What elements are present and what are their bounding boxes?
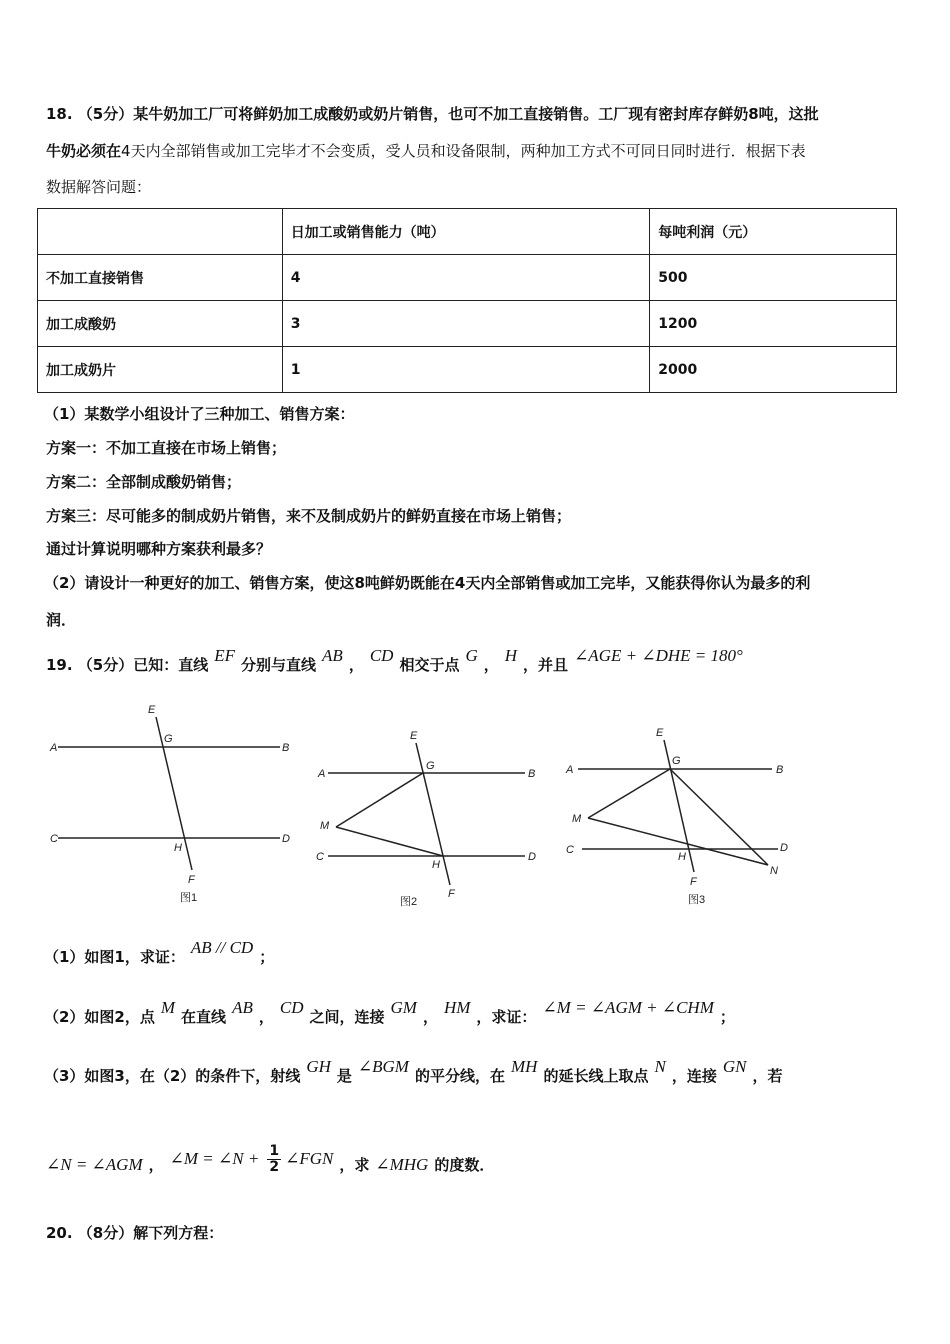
q19-h: H <box>504 646 518 665</box>
q18-part2a: （2）请设计一种更好的加工、销售方案，使这8吨鲜奶既能在4天内全部销售或加工完毕，又能获得你认为最多的利 <box>44 574 811 592</box>
q19-t2: 分别与直线 <box>241 656 317 674</box>
fig2-label-f: F <box>448 888 455 900</box>
q19-sub3-eq2b: ∠FGN <box>285 1149 334 1168</box>
q19-sub3-bgm: ∠BGM <box>357 1057 409 1076</box>
fig2-caption: 图2 <box>400 896 418 908</box>
fig3-label-h: H <box>678 851 686 863</box>
q19-sub3-eq1: ∠N = ∠AGM <box>46 1155 143 1174</box>
fig3-segment-gm <box>588 769 670 818</box>
q19-sub2-hm: HM <box>443 998 471 1017</box>
fig3-label-a: A <box>566 764 574 776</box>
q19-sub3-d: 的延长线上取点 <box>543 1067 649 1085</box>
q18-data-table <box>37 208 897 393</box>
table-cell: 1200 <box>650 301 897 347</box>
fig3-label-b: B <box>776 764 784 776</box>
q19-sub2-d: 之间，连接 <box>309 1008 385 1026</box>
q19-condition: ∠AGE + ∠DHE = 180° <box>574 646 743 665</box>
fig2-label-a: A <box>318 768 326 780</box>
q19-sub3-condition <box>46 1143 495 1181</box>
q19-sub1-text: （1）如图1，求证： <box>44 948 185 966</box>
q19-sub3-eq2a: ∠M = ∠N + <box>169 1149 260 1168</box>
q18-line3: 数据解答问题： <box>46 178 152 196</box>
q20-title: 20. （8分）解下列方程： <box>46 1224 224 1242</box>
q19-sub2-f: ，求证： <box>476 1008 537 1026</box>
q19-comma2: ， <box>483 656 499 674</box>
q19-g: G <box>465 646 478 665</box>
q18-plan2: 方案二：全部制成酸奶销售； <box>46 473 242 491</box>
table-row <box>38 301 897 347</box>
fig2-label-e: E <box>410 730 418 742</box>
table-cell: 1 <box>282 347 650 393</box>
fig3-label-d: D <box>780 842 788 854</box>
q19-sub3 <box>44 1057 783 1086</box>
fraction-one-half <box>267 1144 281 1175</box>
q19-ab: AB <box>322 646 343 665</box>
fig2-label-b: B <box>528 768 536 780</box>
q19-sub3-gh: GH <box>306 1057 331 1076</box>
q19-t1: 19. （5分）已知：直线 <box>46 656 209 674</box>
q19-sub1-end: ； <box>259 948 275 966</box>
table-cell: 4 <box>282 255 650 301</box>
q19-sub1 <box>44 938 275 967</box>
fig3-label-m: M <box>572 813 582 825</box>
q19-sub2-g: ； <box>719 1008 735 1026</box>
fig1-label-g: G <box>164 733 173 745</box>
q19-comma1: ， <box>348 656 364 674</box>
fig2-label-d: D <box>528 851 536 863</box>
table-header-row <box>38 209 897 255</box>
table-cell: 不加工直接销售 <box>38 255 283 301</box>
fig2-label-g: G <box>426 760 435 772</box>
q19-sub2-ab: AB <box>232 998 253 1017</box>
fig1-label-e: E <box>148 704 156 716</box>
figure-2 <box>310 725 550 915</box>
q19-sub3-g: ， <box>148 1156 164 1174</box>
q19-t3: 相交于点 <box>399 656 460 674</box>
table-cell: 加工成奶片 <box>38 347 283 393</box>
q19-sub3-gn: GN <box>722 1057 747 1076</box>
fig3-label-n: N <box>770 865 778 877</box>
q19-sub3-n: N <box>654 1057 666 1076</box>
fig3-caption: 图3 <box>688 894 706 906</box>
q18-ask: 通过计算说明哪种方案获利最多？ <box>46 540 272 558</box>
fig1-caption: 图1 <box>180 892 198 904</box>
figure-1 <box>40 695 300 910</box>
q19-sub2-equation: ∠M = ∠AGM + ∠CHM <box>542 998 714 1017</box>
q19-ef: EF <box>214 646 236 665</box>
table-cell: 2000 <box>650 347 897 393</box>
q18-part2b: 润． <box>46 611 77 629</box>
q19-sub3-i: 的度数． <box>434 1156 495 1174</box>
fig1-label-f: F <box>188 874 195 886</box>
fig3-label-c: C <box>566 844 574 856</box>
q19-sub3-mh: MH <box>511 1057 538 1076</box>
q19-sub2-e: ， <box>422 1008 438 1026</box>
fig2-label-m: M <box>320 820 330 832</box>
fig3-label-f: F <box>690 876 697 888</box>
q19-sub2-m: M <box>160 998 176 1017</box>
q19-sub2-c: ， <box>258 1008 274 1026</box>
q18-line2 <box>46 140 806 161</box>
fig2-segment-gm <box>336 773 423 827</box>
fig1-label-b: B <box>282 742 290 754</box>
q19-sub3-target-angle: ∠MHG <box>375 1155 429 1174</box>
table-cell: 加工成酸奶 <box>38 301 283 347</box>
q19-sub3-b: 是 <box>336 1067 352 1085</box>
q19-sub3-e: ，连接 <box>671 1067 717 1085</box>
q19-sub3-h: ，求 <box>339 1156 370 1174</box>
q19-cd: CD <box>369 646 394 665</box>
fraction-numerator: 1 <box>269 1143 280 1159</box>
q19-t4: ，并且 <box>523 656 569 674</box>
fig2-label-c: C <box>316 851 324 863</box>
q19-sub3-f: ，若 <box>752 1067 783 1085</box>
table-header-cell: 日加工或销售能力（吨） <box>282 209 650 255</box>
q19-sub2-b: 在直线 <box>181 1008 227 1026</box>
q18-part1: （1）某数学小组设计了三种加工、销售方案： <box>44 405 355 423</box>
fig1-label-d: D <box>282 833 290 845</box>
q18-line2-bold: 牛奶必须在 <box>46 142 122 160</box>
fig1-label-h: H <box>174 842 182 854</box>
table-row <box>38 255 897 301</box>
q19-sub2-cd: CD <box>279 998 304 1017</box>
q18-line1: 18. （5分）某牛奶加工厂可将鲜奶加工成酸奶或奶片销售，也可不加工直接销售。工厂现有密封库存鲜奶8吨，这批 <box>46 105 819 123</box>
table-cell: 3 <box>282 301 650 347</box>
q18-line2-num: 4 <box>121 142 131 160</box>
q19-sub2 <box>44 998 735 1027</box>
table-header-cell: 每吨利润（元） <box>650 209 897 255</box>
fig1-label-a: A <box>50 742 58 754</box>
fig3-label-g: G <box>672 755 681 767</box>
fraction-denominator: 2 <box>269 1159 280 1175</box>
q18-plan3: 方案三：尽可能多的制成奶片销售，来不及制成奶片的鲜奶直接在市场上销售； <box>46 507 572 525</box>
table-row <box>38 347 897 393</box>
q19-sub1-math: AB // CD <box>190 938 254 957</box>
table-cell: 500 <box>650 255 897 301</box>
q18-line2-rest: 天内全部销售或加工完毕才不会变质，受人员和设备限制，两种加工方式不可同日同时进行．根据下表 <box>130 142 806 160</box>
table-header-cell <box>38 209 283 255</box>
q19-sub3-a: （3）如图3，在（2）的条件下，射线 <box>44 1067 301 1085</box>
q18-plan1: 方案一：不加工直接在市场上销售； <box>46 439 287 457</box>
fig2-label-h: H <box>432 859 440 871</box>
figure-3 <box>560 722 810 912</box>
fig1-label-c: C <box>50 833 58 845</box>
fig2-segment-hm <box>336 827 443 856</box>
q19-sub3-c: 的平分线，在 <box>414 1067 505 1085</box>
fig3-label-e: E <box>656 727 664 739</box>
q19-stem <box>46 646 749 675</box>
q19-sub2-gm: GM <box>390 998 417 1017</box>
q19-sub2-a: （2）如图2，点 <box>44 1008 155 1026</box>
